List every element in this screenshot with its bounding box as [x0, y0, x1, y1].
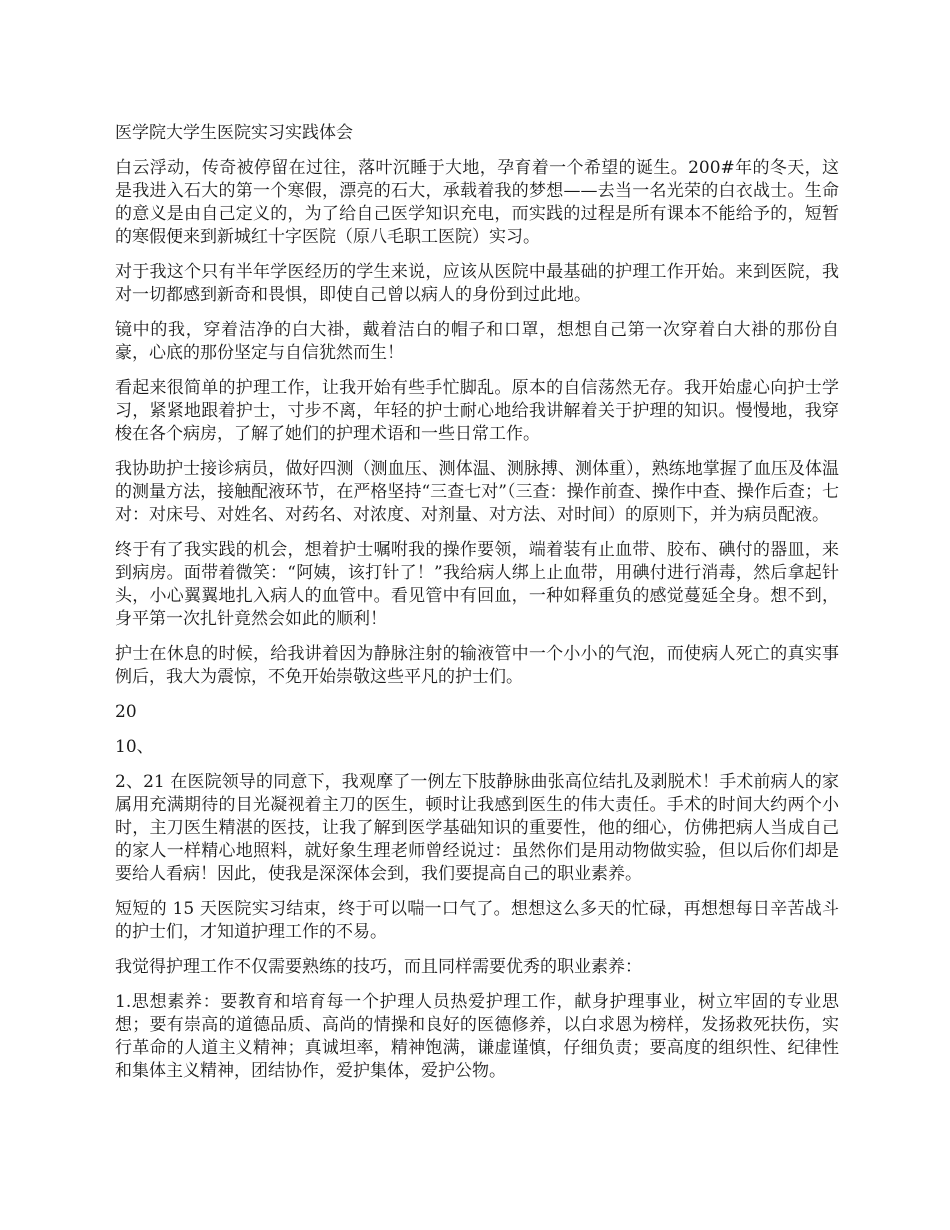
document-body: [115, 122, 839, 1095]
paragraph: 镜中的我，穿着洁净的白大褂，戴着洁白的帽子和口罩，想想自己第一次穿着白大褂的那份自豪，心底的那份坚定与自信犹然而生！: [115, 320, 839, 363]
paragraph: 20: [115, 702, 137, 722]
paragraph: 白云浮动，传奇被停留在过往，落叶沉睡于大地，孕育着一个希望的诞生。200#年的冬天，这是我进入石大的第一个寒假，漂亮的石大，承载着我的梦想——去当一名光荣的白衣战士。生命的意义是由自己定义的，为了给自己医学知识充电，而实践的过程是所有课本不能给予的，短暂的寒假便来到新城红十字医院（原八毛职工医院）实习。: [115, 158, 839, 247]
paragraph: 我协助护士接诊病员，做好四测（测血压、测体温、测脉搏、测体重），熟练地掌握了血压及体温的测量方法，接触配液环节，在严格坚持“三查七对”（三查：操作前查、操作中查、操作后查；七对：对床号、对姓名、对药名、对浓度、对剂量、对方法、对时间）的原则下，并为病员配液。: [115, 459, 839, 525]
paragraph: 2、21 在医院领导的同意下，我观摩了一例左下肢静脉曲张高位结扎及剥脱术！手术前病人的家属用充满期待的目光凝视着主刀的医生，顿时让我感到医生的伟大责任。手术的时间大约两个小时，主刀医生精湛的医技，让我了解到医学基础知识的重要性，他的细心，仿佛把病人当成自己的家人一样精心地照料，就好象生理老师曾经说过：虽然你们是用动物做实验，但以后你们却是要给人看病！因此，使我是深深体会到，我们要提高自己的职业素养。: [115, 772, 839, 884]
document-title: 医学院大学生医院实习实践体会: [115, 123, 353, 143]
paragraph: 护士在休息的时候，给我讲着因为静脉注射的输液管中一个小小的气泡，而使病人死亡的真实事例后，我大为震惊，不免开始崇敬这些平凡的护士们。: [115, 644, 839, 687]
paragraph: 1.思想素养：要教育和培育每一个护理人员热爱护理工作，献身护理事业，树立牢固的专业思想；要有崇高的道德品质、高尚的情操和良好的医德修养，以白求恩为榜样，发扬救死扶伤，实行革命的人道主义精神；真诚坦率，精神饱满，谦虚谨慎，仔细负责；要高度的组织性、纪律性和集体主义精神，团结协作，爱护集体，爱护公物。: [115, 992, 839, 1081]
paragraph: 对于我这个只有半年学医经历的学生来说，应该从医院中最基础的护理工作开始。来到医院，我对一切都感到新奇和畏惧，即使自己曾以病人的身份到过此地。: [115, 262, 839, 305]
paragraph: 终于有了我实践的机会，想着护士嘱咐我的操作要领，端着装有止血带、胶布、碘付的器皿，来到病房。面带着微笑：“阿姨，该打针了！”我给病人绑上止血带，用碘付进行消毒，然后拿起针头，小心翼翼地扎入病人的血管中。看见管中有回血，一种如释重负的感觉蔓延全身。想不到，身平第一次扎针竟然会如此的顺利！: [115, 540, 839, 629]
paragraph: 10、: [115, 737, 154, 757]
paragraph: 看起来很简单的护理工作，让我开始有些手忙脚乱。原本的自信荡然无存。我开始虚心向护士学习，紧紧地跟着护士，寸步不离，年轻的护士耐心地给我讲解着关于护理的知识。慢慢地，我穿梭在各个病房，了解了她们的护理术语和一些日常工作。: [115, 378, 839, 444]
paragraph: 我觉得护理工作不仅需要熟练的技巧，而且同样需要优秀的职业素养：: [115, 957, 642, 977]
paragraph: 短短的 15 天医院实习结束，终于可以喘一口气了。想想这么多天的忙碌，再想想每日辛苦战斗的护士们，才知道护理工作的不易。: [115, 899, 839, 942]
